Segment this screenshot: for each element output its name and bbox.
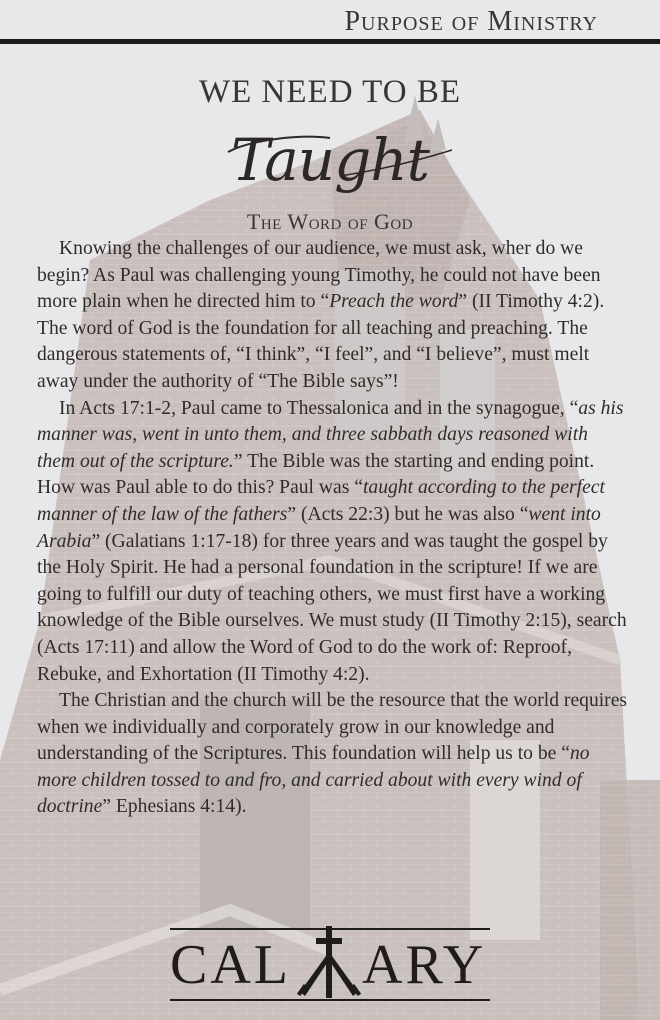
article-body	[37, 236, 629, 821]
paragraph-3	[37, 688, 629, 821]
text-run: ” (Acts 22:3) but he was also “	[287, 503, 529, 525]
text-run: The Christian and the church will be the resource that the world requires when we individually and corporately grow in our knowledge and understanding of the Scriptures. This foundation will help us to be “	[37, 690, 628, 765]
italic-quote: Preach the word	[329, 291, 459, 313]
text-run: In Acts 17:1-2, Paul came to Thessalonica and in the synagogue, “	[59, 397, 579, 419]
logo-text-right: ARY	[362, 934, 487, 996]
paragraph-1	[37, 236, 629, 396]
logo-rule-bottom	[170, 999, 490, 1001]
logo-text-left: CAL	[170, 934, 291, 996]
flourish-ornament	[0, 0, 660, 220]
subheading: The Word of God	[246, 209, 414, 234]
text-run: ” (Galatians 1:17-18) for three years and was taught the gospel by the Holy Spirit. He had a personal foundation in the scripture! If we are going to fulfill our duty of teaching others, we must first have a working knowledge of the Bible ourselves. We must study (II Timothy 2:15), search (Acts 17:11) and allow the Word of God to do the work of: Reproof, Rebuke, and Exhortation (II Timothy 4:2).	[37, 530, 627, 685]
paragraph-2	[37, 396, 629, 689]
italic-quote: taught according to the perfect manner of the law of the fathers	[37, 477, 605, 525]
cross-nails-icon	[296, 922, 362, 1002]
text-run: ” Ephesians 4:14).	[102, 796, 247, 818]
script-word: Taught	[231, 126, 429, 194]
text-run: ” (II Timothy 4:2). The word of God is the foundation for all teaching and preaching. The dangerous statements of, “I think”, “I feel”, and “I believe”, must melt away under the authority of “The Bible says”!	[37, 291, 605, 392]
italic-quote: no more children tossed to and fro, and carried about with every wind of doctrine	[37, 743, 590, 818]
text-run: Knowing the challenges of our audience, we must ask, wher do we begin? As Paul was challenging young Timothy, he could not have been more plain when he directed him to “	[37, 238, 601, 313]
calvary-logo	[170, 926, 490, 1006]
italic-quote: as his manner was, went in unto them, and three sabbath days reasoned with them out of the scripture.	[37, 397, 624, 472]
italic-quote: went into Arabia	[37, 503, 601, 552]
headline: WE NEED TO BE	[199, 74, 461, 110]
text-run: ” The Bible was the starting and ending point. How was Paul able to do this? Paul was “	[37, 450, 595, 499]
section-title: Purpose of Ministry	[344, 6, 598, 37]
